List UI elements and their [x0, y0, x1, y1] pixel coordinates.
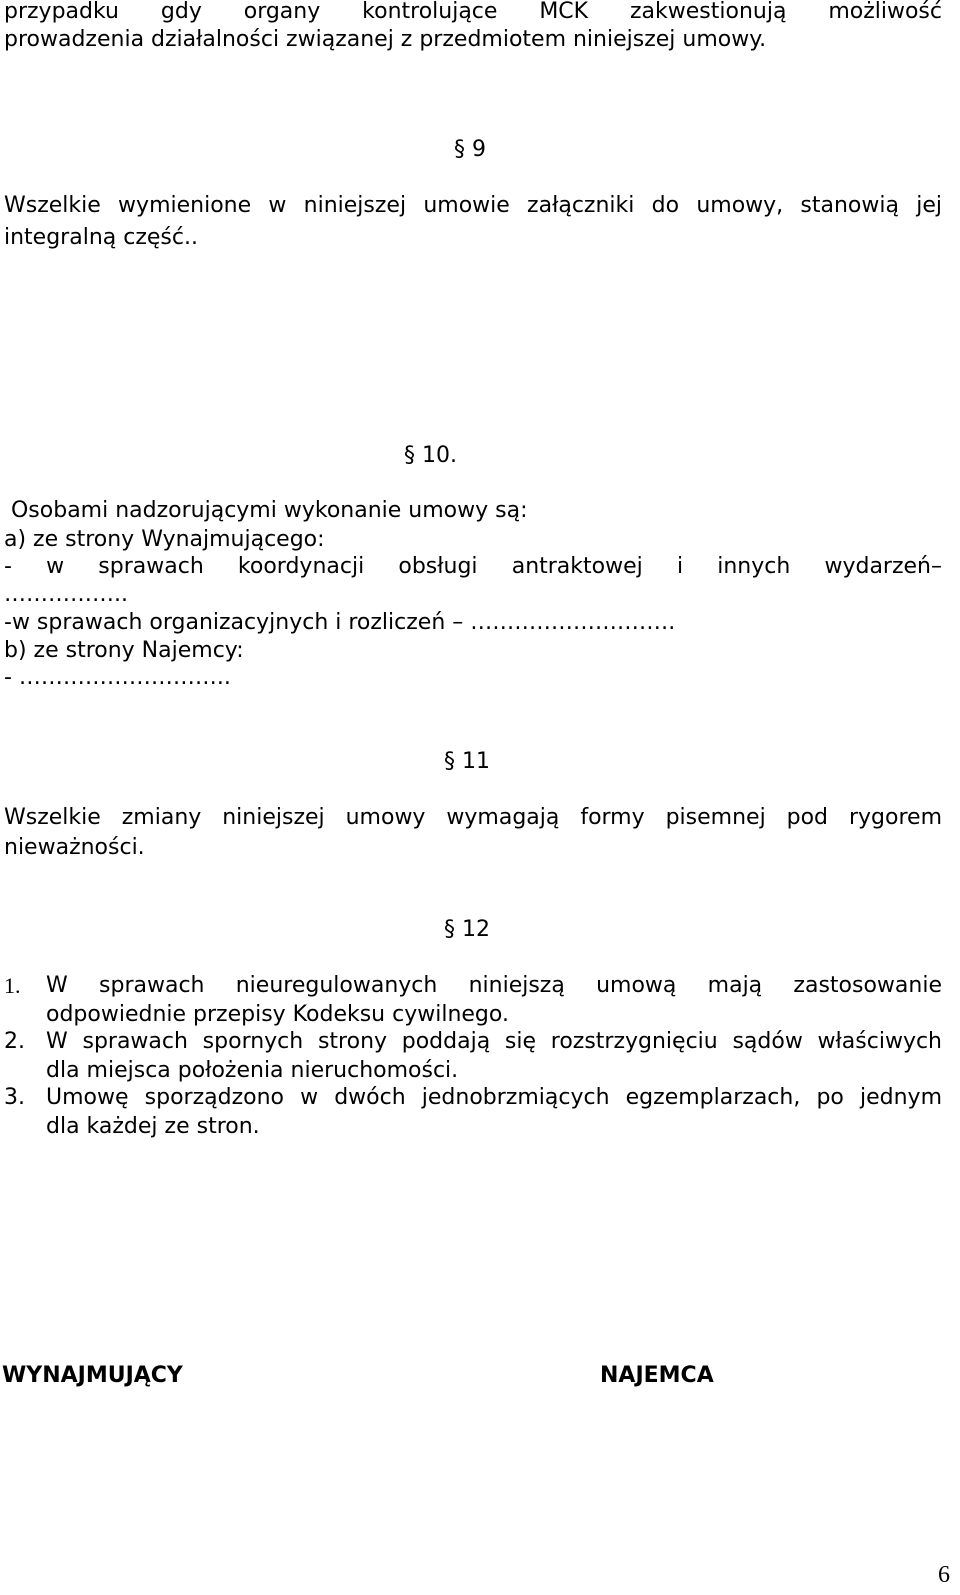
- section-10-coordination-dots: ……………..: [4, 582, 128, 607]
- section-10-organizational: -w sprawach organizacyjnych i rozliczeń – ……………………….: [4, 610, 676, 635]
- signature-landlord: WYNAJMUJĄCY: [2, 1363, 183, 1388]
- list-item-line-1: W sprawach spornych strony poddają się rozstrzygnięciu sądów właściwych: [46, 1029, 942, 1054]
- section-9-line-2: integralną część..: [4, 225, 198, 250]
- section-10-party-a: a) ze strony Wynajmującego:: [4, 527, 325, 552]
- list-item-number: 3.: [4, 1085, 25, 1110]
- section-10-intro: Osobami nadzorującymi wykonanie umowy są:: [4, 498, 528, 523]
- intro-line-2: prowadzenia działalności związanej z przedmiotem niniejszej umowy.: [4, 27, 767, 52]
- list-item-line-2: dla każdej ze stron.: [46, 1114, 260, 1139]
- section-10-party-b: b) ze strony Najemcy:: [4, 638, 244, 663]
- page-number: 6: [938, 1562, 950, 1588]
- list-item-line-2: odpowiednie przepisy Kodeksu cywilnego.: [46, 1002, 509, 1027]
- section-11-line-1: Wszelkie zmiany niniejszej umowy wymagają formy pisemnej pod rygorem: [4, 805, 942, 830]
- section-10-coordination: - w sprawach koordynacji obsługi antraktowej i innych wydarzeń–: [4, 554, 942, 579]
- section-11-heading: § 11: [444, 749, 490, 774]
- list-item-number: 1.: [4, 973, 21, 998]
- section-11-line-2: nieważności.: [4, 835, 145, 860]
- section-10-heading: § 10.: [404, 443, 457, 468]
- signature-tenant: NAJEMCA: [600, 1363, 714, 1388]
- intro-line-1: przypadku gdy organy kontrolujące MCK zakwestionują możliwość: [4, 0, 942, 24]
- section-12-heading: § 12: [444, 917, 490, 942]
- section-9-line-1: Wszelkie wymienione w niniejszej umowie załączniki do umowy, stanowią jej: [4, 193, 942, 218]
- list-item-number: 2.: [4, 1029, 25, 1054]
- section-10-party-b-dots: - ………………………..: [4, 665, 231, 690]
- list-item-line-1: Umowę sporządzono w dwóch jednobrzmiących egzemplarzach, po jednym: [46, 1085, 942, 1110]
- section-9-heading: § 9: [454, 137, 486, 162]
- list-item-line-1: W sprawach nieuregulowanych niniejszą umową mają zastosowanie: [46, 973, 942, 998]
- list-item-line-2: dla miejsca położenia nieruchomości.: [46, 1058, 459, 1083]
